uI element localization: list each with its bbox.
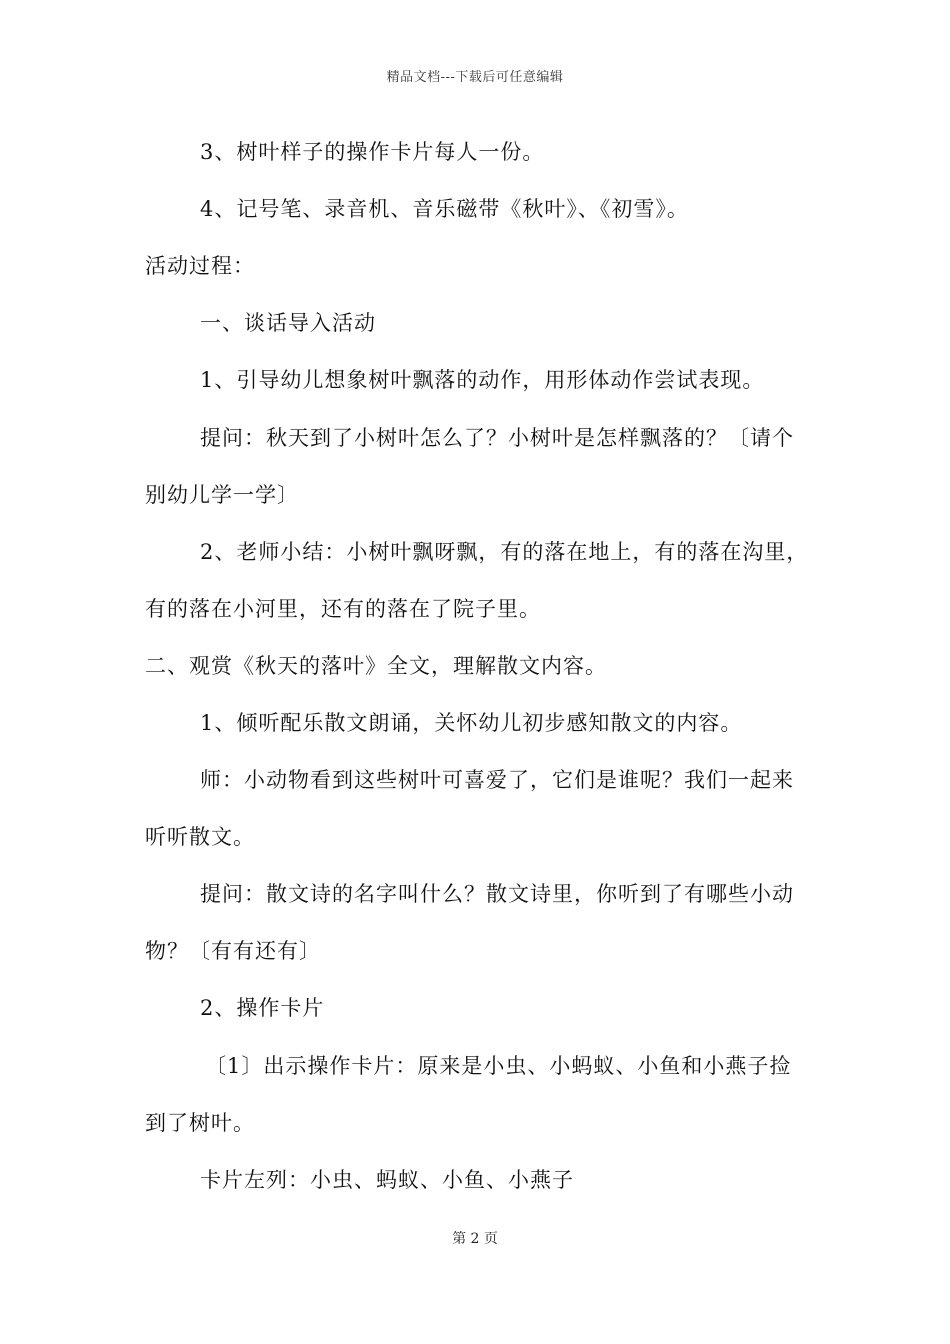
- text-line-step-1-1: 1、引导幼儿想象树叶飘落的动作，用形体动作尝试表现。: [200, 368, 765, 392]
- text-line-question-1-cont: 别幼儿学一学〕: [145, 483, 299, 507]
- page-number: 第 2 页: [452, 1231, 498, 1247]
- text-line-step-2-2-1-cont: 到了树叶。: [145, 1111, 255, 1135]
- text-line-question-2-cont: 物？〔有有还有〕: [145, 939, 321, 963]
- section-heading-part-1: 一、谈话导入活动: [200, 311, 376, 335]
- text-line-materials-3: 3、树叶样子的操作卡片每人一份。: [200, 140, 545, 164]
- text-line-step-1-2: 2、老师小结：小树叶飘呀飘，有的落在地上，有的落在沟里，: [200, 540, 809, 564]
- section-heading-activity-process: 活动过程：: [145, 254, 255, 278]
- text-line-step-2-2-1: 〔1〕出示操作卡片：原来是小虫、小蚂蚁、小鱼和小燕子捡: [205, 1054, 792, 1078]
- text-line-question-2: 提问：散文诗的名字叫什么？散文诗里，你听到了有哪些小动: [200, 882, 794, 906]
- section-heading-part-2: 二、观赏《秋天的落叶》全文，理解散文内容。: [145, 654, 607, 678]
- text-line-question-1: 提问：秋天到了小树叶怎么了？小树叶是怎样飘落的？〔请个: [200, 426, 794, 450]
- text-line-card-left-column: 卡片左列：小虫、蚂蚁、小鱼、小燕子: [200, 1168, 574, 1192]
- text-line-teacher-speech-cont: 听听散文。: [145, 825, 255, 849]
- text-line-step-2-2: 2、操作卡片: [200, 996, 325, 1020]
- text-line-teacher-speech: 师：小动物看到这些树叶可喜爱了，它们是谁呢？我们一起来: [200, 768, 794, 792]
- text-line-materials-4: 4、记号笔、录音机、音乐磁带《秋叶》、《初雪》。: [200, 197, 689, 221]
- text-line-step-2-1: 1、倾听配乐散文朗诵，关怀幼儿初步感知散文的内容。: [200, 711, 743, 735]
- page-header: 精品文档---下载后可任意编辑: [386, 70, 564, 85]
- text-line-step-1-2-cont: 有的落在小河里，还有的落在了院子里。: [145, 597, 541, 621]
